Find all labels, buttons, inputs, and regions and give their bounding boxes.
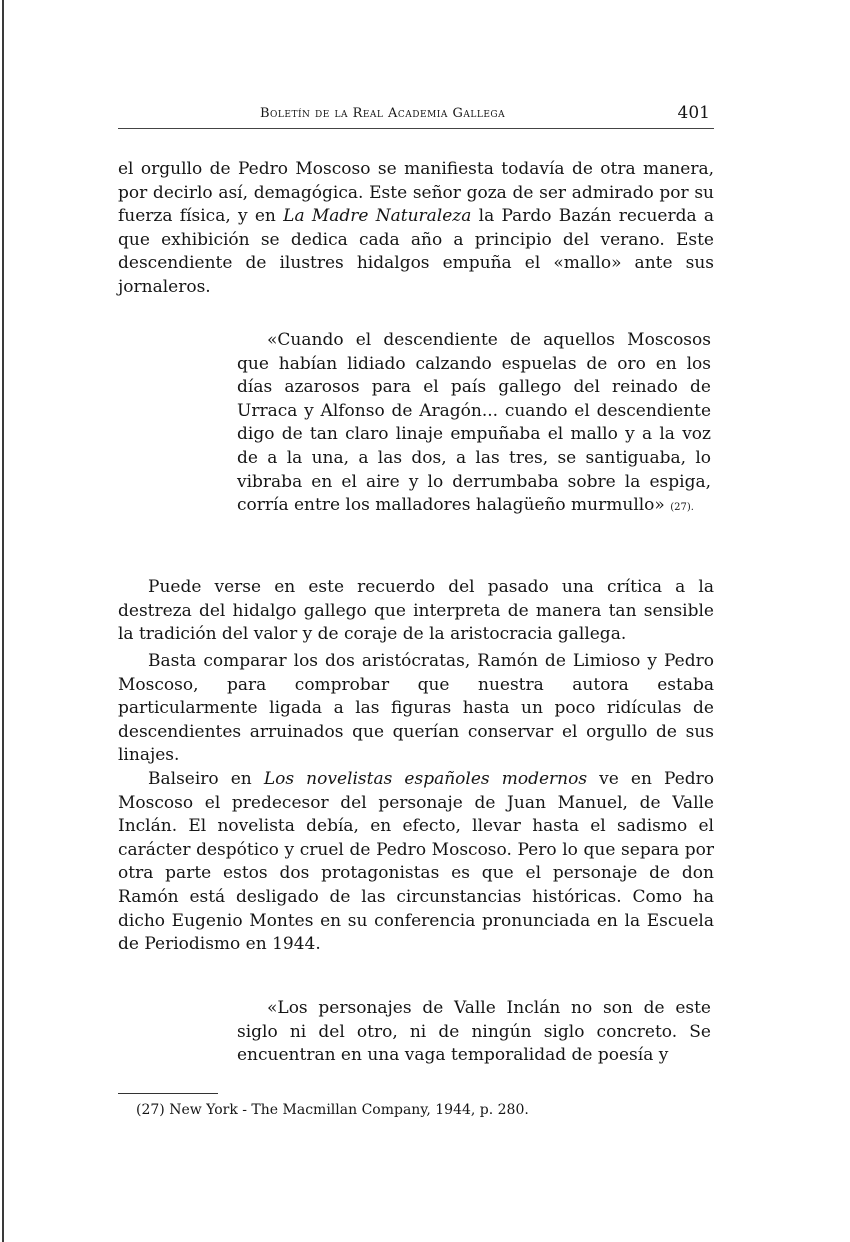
footnote-rule: [118, 1093, 218, 1094]
page-number: 401: [677, 103, 710, 123]
footnote-text: New York - The Macmillan Company, 1944, p. 280.: [164, 1102, 529, 1118]
header-rule: [118, 128, 714, 129]
footnote-reference: (27).: [670, 502, 694, 514]
footnote-marker: (27): [136, 1102, 165, 1118]
paragraph-1-part-b: la Pardo Bazán recuerda a que exhibición se dedica cada año a principio del verano. Este descendiente de ilustres hidalgos empuña el «mallo» ante sus jornaleros.: [118, 206, 714, 297]
paragraph-4-part-b: ve en Pedro Moscoso el predecesor del personaje de Juan Manuel, de Valle Inclán. El novelista debía, en efecto, llevar hasta el sadismo el carácter despótico y cruel de Pedro Moscoso. Pero lo que separa por otra parte estos dos protagonistas es que el personaje de don Ramón está desligado de las circunstancias históricas. Como ha dicho Eugenio Montes en su conferencia pronunciada en la Escuela de Periodismo en 1944.: [118, 769, 714, 955]
paragraph-1: [118, 158, 714, 300]
block-quote-1: [237, 329, 711, 520]
block-quote-2: «Los personajes de Valle Inclán no son de este siglo ni del otro, ni de ningún siglo concreto. Se encuentran en una vaga temporalidad de poesía y: [237, 998, 711, 1066]
running-title: Boletín de la Real Academia Gallega: [260, 106, 506, 121]
book-title-los-novelistas: Los novelistas españoles modernos: [263, 769, 588, 789]
paragraph-4-part-a: Balseiro en: [148, 769, 264, 789]
footnote: [136, 1101, 529, 1119]
running-header: [118, 103, 714, 127]
paragraph-1-part-a: el orgullo de Pedro Moscoso se manifiesta todavía de otra manera, por decirlo así, demagógica. Este señor goza de ser admirado por su fuerza física, y en: [118, 159, 714, 227]
paragraph-4: [118, 768, 714, 957]
paragraph-2: Puede verse en este recuerdo del pasado una crítica a la destreza del hidalgo gallego que interpreta de manera tan sensible la tradición del valor y de coraje de la aristocracia gallega.: [118, 577, 714, 645]
block-quote-1-text: «Cuando el descendiente de aquellos Moscosos que habían lidiado calzando espuelas de oro en los días azarosos para el país gallego del reinado de Urraca y Alfonso de Aragón... cuando el descendiente digo de tan claro linaje empuñaba el mallo y a la voz de a la una, a las dos, a las tres, se santiguaba, lo vibraba en el aire y lo derrumbaba sobre la espiga, corría entre los malladores halagüeño murmullo»: [237, 330, 711, 516]
book-title-la-madre-naturaleza: La Madre Naturaleza: [283, 206, 472, 227]
page-edge-line: [2, 0, 4, 1242]
paragraph-3: Basta comparar los dos aristócratas, Ramón de Limioso y Pedro Moscoso, para comprobar que nuestra autora estaba particularmente ligada a las figuras hasta un poco ridículas de descendientes arruinados que querían conservar el orgullo de sus linajes.: [118, 651, 714, 766]
